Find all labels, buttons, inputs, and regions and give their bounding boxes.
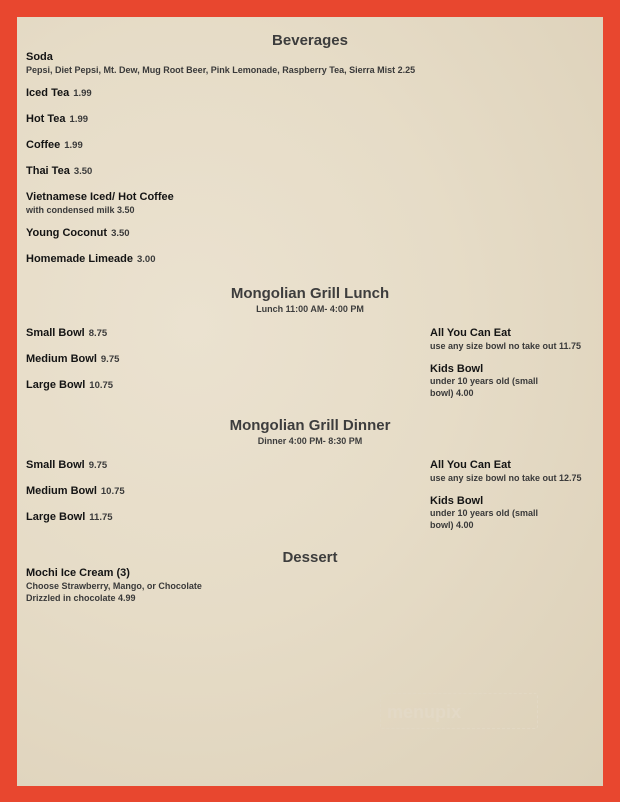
- lunch-large-bowl: [26, 379, 113, 391]
- item-price: 9.75: [88, 460, 108, 471]
- item-name: Coffee: [26, 139, 61, 151]
- item-name: Homemade Limeade: [26, 253, 133, 265]
- lunch-kids-bowl-desc: under 10 years old (small bowl) 4.00: [430, 376, 539, 398]
- lunch-medium-bowl: [26, 353, 119, 365]
- item-name: Soda: [26, 51, 53, 63]
- dinner-heading: Mongolian Grill Dinner: [229, 417, 391, 434]
- item-desc-soda: Pepsi, Diet Pepsi, Mt. Dew, Mug Root Beer, Pink Lemonade, Raspberry Tea, Sierra Mist 2.25: [26, 65, 416, 75]
- item-price: 3.00: [136, 254, 156, 265]
- dinner-all-you-can-eat: All You Can Eat: [430, 459, 511, 471]
- menu-item-soda: [26, 51, 53, 63]
- item-price: 10.75: [89, 380, 114, 391]
- item-price: 3.50: [111, 228, 130, 239]
- menu-page: [17, 17, 603, 786]
- item-desc-vietnamese-coffee: with condensed milk 3.50: [26, 205, 135, 215]
- dinner-small-bowl: [26, 459, 107, 471]
- dinner-kids-bowl: Kids Bowl: [430, 495, 484, 507]
- item-name: Large Bowl: [26, 511, 86, 523]
- menupix-watermark: menupix: [380, 693, 538, 729]
- menu-item-young-coconut: [26, 227, 130, 239]
- menu-item-limeade: [26, 253, 155, 265]
- item-name: Medium Bowl: [26, 353, 97, 365]
- dinner-large-bowl: [26, 511, 113, 523]
- item-name: Iced Tea: [26, 87, 70, 99]
- item-name: Large Bowl: [26, 379, 86, 391]
- menu-item-vietnamese-coffee: [26, 191, 174, 203]
- item-price: 1.99: [73, 88, 92, 99]
- item-price: 8.75: [88, 328, 108, 339]
- dinner-hours: Dinner 4:00 PM- 8:30 PM: [257, 436, 363, 446]
- item-name: Young Coconut: [26, 227, 108, 239]
- beverages-heading: Beverages: [272, 32, 348, 49]
- menu-item-hot-tea: [26, 113, 88, 125]
- item-name: Small Bowl: [26, 327, 85, 339]
- item-name: Small Bowl: [26, 459, 85, 471]
- item-price: 9.75: [100, 354, 120, 365]
- item-name: Vietnamese Iced/ Hot Coffee: [26, 191, 174, 203]
- dessert-mochi: Mochi Ice Cream (3): [26, 567, 130, 579]
- item-name: Medium Bowl: [26, 485, 97, 497]
- item-price: 3.50: [73, 166, 93, 177]
- item-name: Hot Tea: [26, 113, 66, 125]
- lunch-all-you-can-eat-desc: use any size bowl no take out 11.75: [430, 341, 582, 351]
- menu-item-iced-tea: [26, 87, 92, 99]
- dinner-all-you-can-eat-desc: use any size bowl no take out 12.75: [430, 473, 582, 483]
- item-price: 1.99: [64, 140, 83, 151]
- lunch-heading: Mongolian Grill Lunch: [230, 285, 390, 302]
- item-price: 1.99: [69, 114, 89, 125]
- lunch-small-bowl: [26, 327, 107, 339]
- item-price: 11.75: [89, 512, 113, 523]
- dessert-heading: Dessert: [282, 549, 338, 566]
- item-price: 10.75: [100, 486, 125, 497]
- dessert-mochi-desc-2: Drizzled in chocolate 4.99: [26, 593, 136, 603]
- dessert-mochi-desc-1: Choose Strawberry, Mango, or Chocolate: [26, 581, 202, 591]
- lunch-hours: Lunch 11:00 AM- 4:00 PM: [256, 304, 364, 314]
- menu-item-coffee: [26, 139, 83, 151]
- menu-item-thai-tea: [26, 165, 92, 177]
- dinner-medium-bowl: [26, 485, 125, 497]
- lunch-all-you-can-eat: All You Can Eat: [430, 327, 511, 339]
- dinner-kids-bowl-desc: under 10 years old (small bowl) 4.00: [430, 508, 539, 530]
- lunch-kids-bowl: Kids Bowl: [430, 363, 484, 375]
- item-name: Thai Tea: [26, 165, 70, 177]
